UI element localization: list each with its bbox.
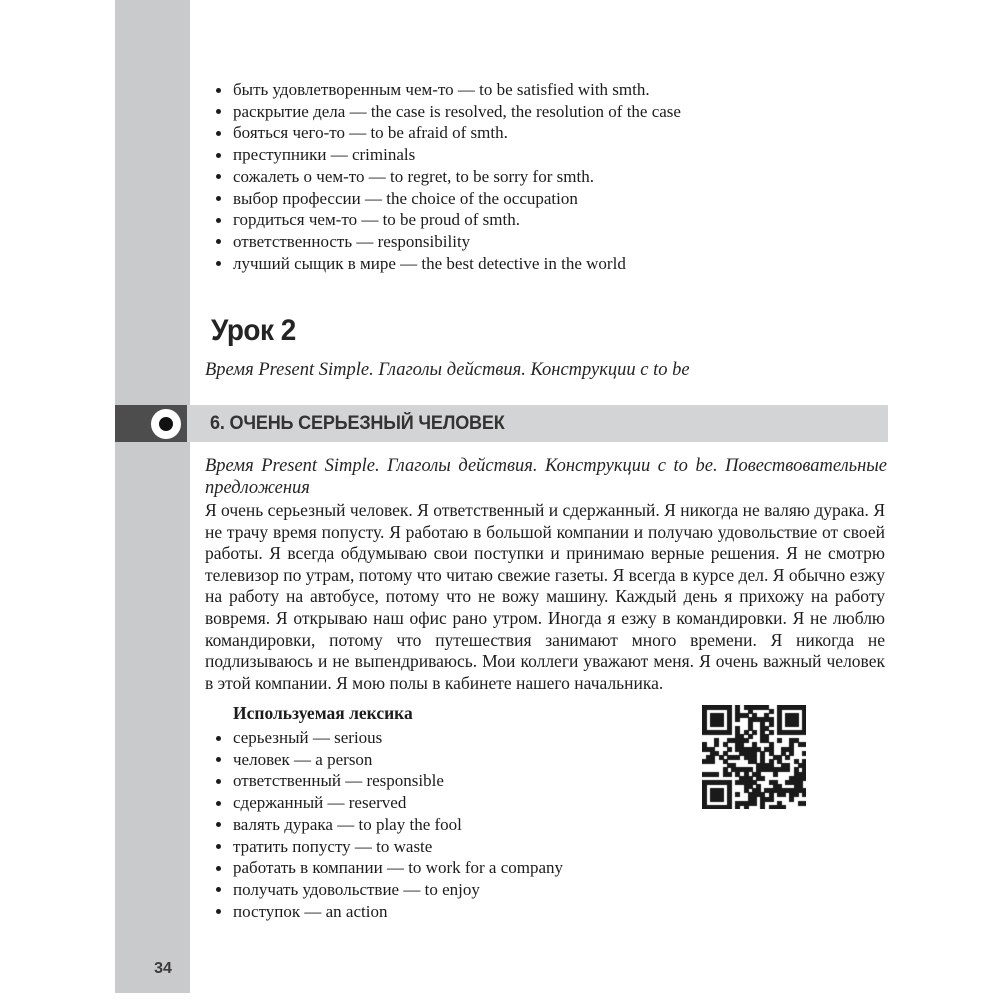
qr-code <box>702 705 806 809</box>
section-marker-block <box>115 405 187 442</box>
page-side-strip <box>115 0 190 993</box>
section-title: 6. ОЧЕНЬ СЕРЬЕЗНЫЙ ЧЕЛОВЕК <box>210 412 505 434</box>
vocab-item: получать удовольствие — to enjoy <box>205 879 885 901</box>
vocab-item: поступок — an action <box>205 901 885 923</box>
vocab-item: лучший сыщик в мире — the best detective in the world <box>205 253 885 275</box>
lesson-title: Урок 2 <box>211 314 296 347</box>
record-dot-icon <box>151 409 181 439</box>
vocab-item: гордиться чем-то — to be proud of smth. <box>205 209 885 231</box>
vocab-item: человек — a person <box>205 749 885 771</box>
vocab-item: серьезный — serious <box>205 727 885 749</box>
lesson-subtitle: Время Present Simple. Глаголы действия. Конструкции с to be <box>205 360 690 380</box>
vocab-item: преступники — criminals <box>205 144 885 166</box>
vocab-item: сдержанный — reserved <box>205 792 885 814</box>
used-vocab-heading: Используемая лексика <box>233 703 413 723</box>
vocab-item: ответственность — responsibility <box>205 231 885 253</box>
vocab-item: сожалеть о чем-то — to regret, to be sorry for smth. <box>205 166 885 188</box>
section-subtitle: Время Present Simple. Глаголы действия. Конструкции с to be. Повествовательные предложения <box>205 456 887 498</box>
vocab-item: бояться чего-то — to be afraid of smth. <box>205 122 885 144</box>
section-header-band <box>115 405 888 442</box>
vocab-item: ответственный — responsible <box>205 770 885 792</box>
vocab-item: работать в компании — to work for a company <box>205 857 885 879</box>
vocab-item: выбор профессии — the choice of the occupation <box>205 188 885 210</box>
vocab-item: тратить попусту — to waste <box>205 836 885 858</box>
vocab-item: валять дурака — to play the fool <box>205 814 885 836</box>
page-number: 34 <box>154 960 172 977</box>
section-paragraph: Я очень серьезный человек. Я ответственный и сдержанный. Я никогда не валяю дурака. Я не трачу время попусту. Я работаю в большой компании и получаю удовольствие от своей работы. Я всегда обдумываю свои поступки и принимаю верные решения. Я не смотрю телевизор по утрам, потому что читаю свежие газеты. Я всегда в курсе дел. Я обычно езжу на работу на автобусе, потому что не вожу машину. Каждый день я прихожу на работу вовремя. Я открываю наш офис рано утром. Иногда я езжу в командировки. Я не люблю командировки, потому что путешествия занимают много времени. Я никогда не подлизываюсь и не выпендриваюсь. Мои коллеги уважают меня. Я очень важный человек в этой компании. Я мою полы в кабинете нашего начальника. <box>205 500 885 693</box>
top-vocab-list <box>205 79 885 274</box>
vocab-item: быть удовлетворенным чем-то — to be satisfied with smth. <box>205 79 885 101</box>
vocab-item: раскрытие дела — the case is resolved, the resolution of the case <box>205 101 885 123</box>
